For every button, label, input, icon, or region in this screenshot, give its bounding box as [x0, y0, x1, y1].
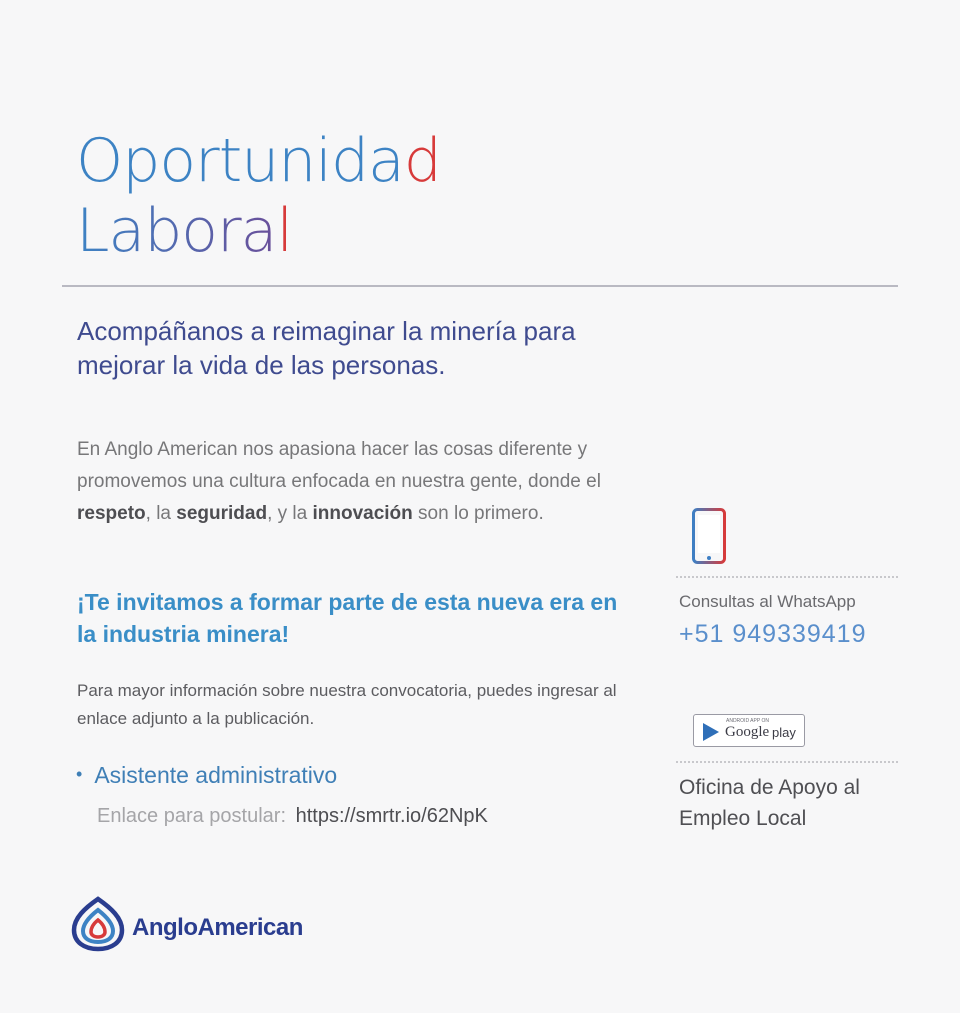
invitation-headline: ¡Te invitamos a formar parte de esta nueva era en la industria minera! — [77, 589, 618, 647]
header-divider — [62, 285, 898, 287]
intro-keyword-innovacion: innovación — [312, 503, 413, 524]
more-info-text: Para mayor información sobre nuestra convocatoria, puedes ingresar al enlace adjunto a la publicación. — [77, 681, 617, 728]
intro-keyword-seguridad: seguridad — [176, 503, 268, 524]
title-line-2-main: Labora — [76, 196, 277, 266]
office-name: Oficina de Apoyo al Empleo Local — [679, 776, 860, 830]
intro-paragraph — [77, 434, 617, 530]
page-title — [76, 126, 441, 266]
list-bullet: • — [76, 764, 83, 784]
job-listing-item — [76, 758, 337, 791]
divider-dotted — [676, 761, 898, 763]
intro-text-4: son lo primero. — [412, 503, 544, 524]
title-line-2 — [76, 196, 441, 266]
google-play-icon — [701, 722, 721, 742]
google-play-suffix: play — [772, 725, 796, 740]
divider-dotted — [676, 576, 898, 578]
intro-text-1: En Anglo American nos apasiona hacer las cosas diferente y promovemos una cultura enfocada en nuestra gente, donde el — [77, 439, 601, 492]
subtitle: Acompáñanos a reimaginar la minería para mejorar la vida de las personas. — [77, 316, 576, 380]
whatsapp-label: Consultas al WhatsApp — [679, 592, 856, 611]
title-line-1 — [76, 126, 441, 196]
whatsapp-number[interactable]: +51 949339419 — [679, 620, 867, 648]
smartphone-icon — [692, 508, 726, 564]
job-apply-link-row — [97, 800, 488, 832]
google-play-badge[interactable] — [693, 714, 805, 747]
intro-keyword-respeto: respeto — [77, 503, 146, 524]
job-title: Asistente administrativo — [94, 762, 338, 788]
apply-link-label: Enlace para postular: — [97, 805, 287, 827]
logo-wordmark: AngloAmerican — [132, 914, 303, 941]
title-line-1-main: Oportunida — [76, 126, 404, 196]
intro-text-2: , la — [145, 503, 177, 524]
title-line-1-end: d — [403, 126, 441, 196]
intro-text-3: , y la — [267, 503, 313, 524]
google-play-name: Google — [725, 724, 770, 740]
google-play-small-text: ANDROID APP ON — [726, 718, 769, 724]
anglo-american-logo-icon — [71, 896, 125, 952]
apply-link-url[interactable]: https://smrtr.io/62NpK — [295, 805, 488, 827]
title-line-2-end: l — [276, 196, 293, 266]
